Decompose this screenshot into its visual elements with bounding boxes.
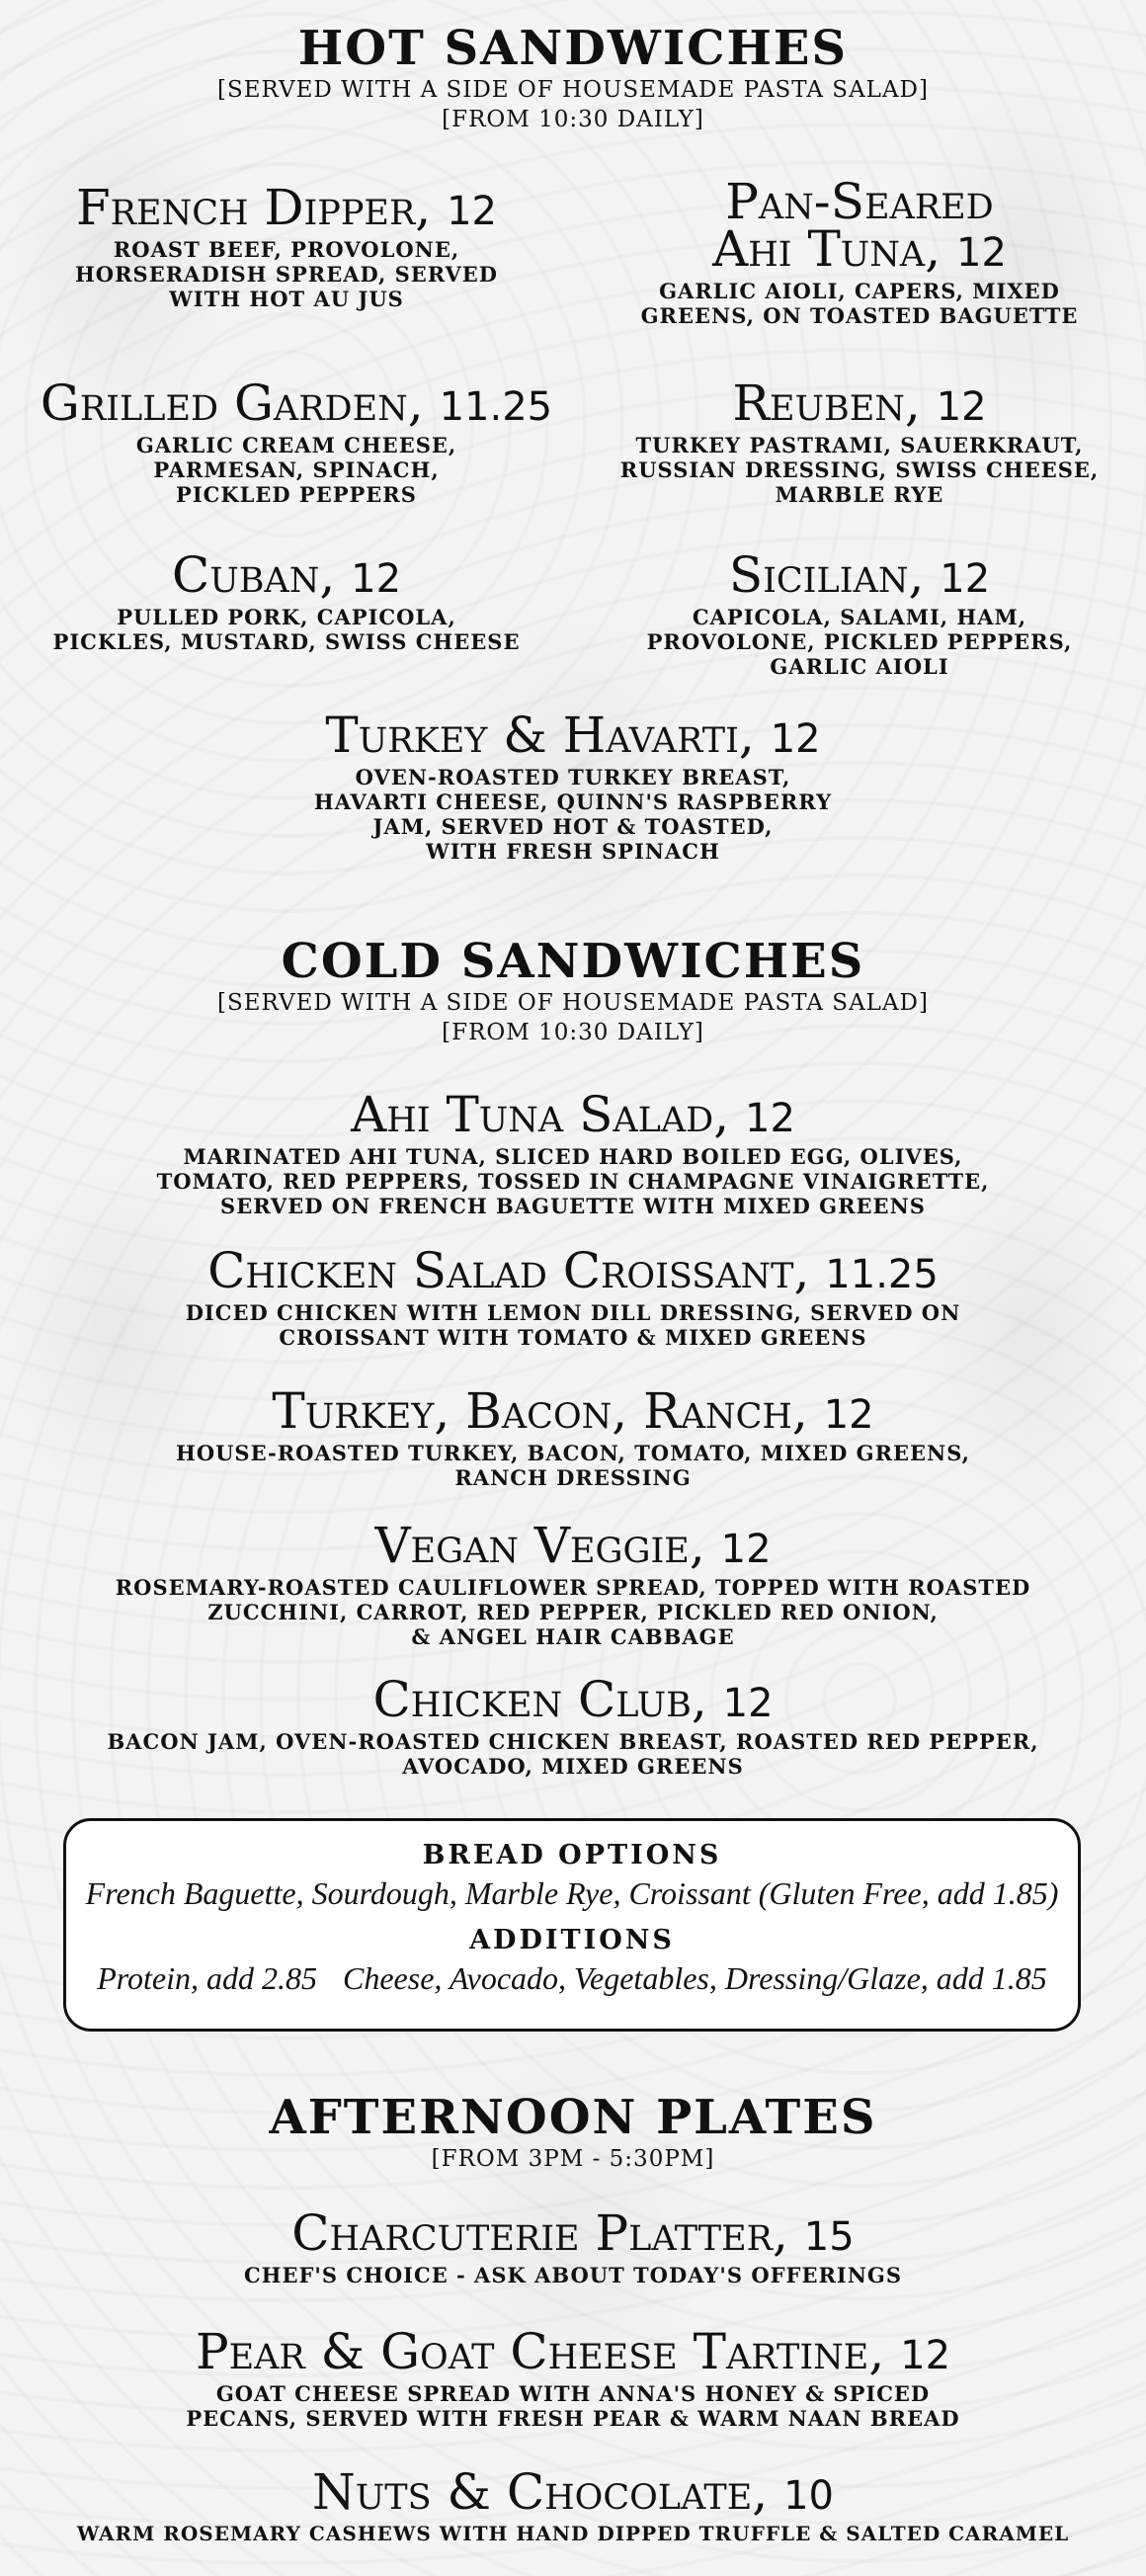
item-desc: SERVED ON FRENCH BAGUETTE WITH MIXED GREENS [220, 1194, 926, 1218]
item-desc: WITH HOT AU JUS [169, 287, 404, 311]
item-name: Nuts & Chocolate, 10 [311, 2463, 834, 2521]
section-note: [SERVED WITH A SIDE OF HOUSEMADE PASTA SALAD] [217, 990, 929, 1016]
item-desc: PROVOLONE, PICKLED PEPPERS, [646, 629, 1073, 654]
item-desc: CHEF'S CHOICE - ASK ABOUT TODAY'S OFFERINGS [243, 2263, 903, 2287]
item-desc: GREENS, ON TOASTED BAGUETTE [640, 303, 1079, 328]
menu-item-pear-goat-cheese-tartine [0, 2323, 1146, 2431]
menu-item-sicilian [593, 546, 1126, 679]
menu-item-french-dipper [20, 179, 553, 311]
additions-text [66, 1957, 1078, 1999]
item-name: French Dipper, 12 [75, 179, 498, 236]
item-name: Reuben, 12 [732, 374, 987, 432]
item-desc: PECANS, SERVED WITH FRESH PEAR & WARM NAAN BREAD [186, 2406, 960, 2431]
item-name: Sicilian, 12 [728, 546, 991, 604]
item-name: Chicken Club, 12 [372, 1671, 774, 1728]
item-desc: CAPICOLA, SALAMI, HAM, [692, 605, 1027, 629]
item-price: 12 [720, 1527, 772, 1572]
item-name: Cuban, 12 [171, 546, 402, 604]
menu-item-vegan-veggie [0, 1517, 1146, 1649]
item-desc: BACON JAM, OVEN-ROASTED CHICKEN BREAST, ROASTED RED PEPPER, [107, 1729, 1039, 1754]
item-desc: GOAT CHEESE SPREAD WITH ANNA'S HONEY & SPICED [215, 2381, 931, 2406]
section-note: [FROM 10:30 DAILY] [442, 1020, 704, 1045]
item-desc: GARLIC AIOLI [770, 654, 949, 679]
menu-item-chicken-club [0, 1671, 1146, 1779]
item-price: 12 [722, 1681, 774, 1726]
section-note: [FROM 10:30 DAILY] [442, 107, 704, 132]
item-desc: PICKLED PEPPERS [176, 482, 417, 507]
item-desc: OVEN-ROASTED TURKEY BREAST, [355, 765, 791, 789]
section-title: HOT SANDWICHES [297, 21, 849, 76]
item-name: Pear & Goat Cheese Tartine, 12 [195, 2323, 951, 2380]
menu-item-charcuterie-platter [0, 2204, 1146, 2287]
item-price: 10 [783, 2473, 834, 2519]
item-price: 12 [936, 384, 987, 430]
item-name: Turkey, Bacon, Ranch, 12 [272, 1382, 874, 1440]
menu-item-nuts-chocolate [0, 2463, 1146, 2546]
item-desc: WITH FRESH SPINACH [426, 839, 720, 864]
menu-item-cuban [20, 546, 553, 654]
item-desc: ZUCCHINI, CARROT, RED PEPPER, PICKLED RED ONION, [207, 1600, 939, 1624]
item-desc: DICED CHICKEN WITH LEMON DILL DRESSING, SERVED ON [185, 1300, 961, 1325]
item-name: Ahi Tuna Salad, 12 [351, 1086, 795, 1143]
menu-item-chicken-salad-croissant [0, 1242, 1146, 1350]
item-name: Ahi Tuna, 12 [712, 220, 1007, 278]
menu-item-turkey-havarti [198, 706, 948, 864]
item-price: 12 [351, 556, 402, 602]
item-desc: WARM ROSEMARY CASHEWS WITH HAND DIPPED TRUFFLE & SALTED CARAMEL [76, 2522, 1070, 2545]
item-desc: PICKLES, MUSTARD, SWISS CHEESE [52, 629, 521, 654]
item-price: 11.25 [825, 1252, 939, 1297]
menu-item-reuben [593, 374, 1126, 507]
item-price: 12 [956, 230, 1007, 276]
item-desc: & ANGEL HAIR CABBAGE [411, 1624, 735, 1649]
item-desc: HAVARTI CHEESE, QUINN'S RASPBERRY [313, 789, 833, 814]
menu-item-ahi-tuna-salad [0, 1086, 1146, 1218]
item-desc: ROSEMARY-ROASTED CAULIFLOWER SPREAD, TOPPED WITH ROASTED [115, 1575, 1031, 1600]
item-price: 12 [823, 1392, 874, 1438]
menu-item-grilled-garden [10, 374, 583, 507]
item-desc: RUSSIAN DRESSING, SWISS CHEESE, [619, 457, 1100, 482]
afternoon-plates-header [0, 2091, 1146, 2174]
item-desc: GARLIC CREAM CHEESE, [135, 433, 457, 457]
item-name: Pan-Seared [725, 173, 994, 230]
item-desc: TURKEY PASTRAMI, SAUERKRAUT, [635, 433, 1084, 457]
item-desc: HORSERADISH SPREAD, SERVED [74, 262, 499, 287]
section-note: [SERVED WITH A SIDE OF HOUSEMADE PASTA SALAD] [217, 77, 929, 103]
item-price: 15 [803, 2214, 855, 2260]
item-desc: RANCH DRESSING [454, 1465, 692, 1490]
bread-options-title: BREAD OPTIONS [422, 1840, 722, 1870]
item-desc: PULLED PORK, CAPICOLA, [117, 605, 456, 629]
menu-item-turkey-bacon-ranch [0, 1382, 1146, 1490]
item-name: Chicken Salad Croissant, 11.25 [207, 1242, 939, 1299]
bread-options-box [63, 1818, 1081, 2032]
section-note: [FROM 3PM - 5:30PM] [431, 2146, 715, 2172]
additions-extras: Cheese, Avocado, Vegetables, Dressing/Glaze, add 1.85 [343, 1960, 1047, 1996]
menu-item-ahi-tuna [593, 173, 1126, 328]
hot-sandwiches-header [0, 22, 1146, 134]
item-desc: CROISSANT WITH TOMATO & MIXED GREENS [279, 1325, 867, 1350]
cold-sandwiches-header [0, 935, 1146, 1047]
item-name: Vegan Veggie, 12 [374, 1517, 772, 1574]
item-desc: PARMESAN, SPINACH, [153, 457, 440, 482]
section-title: COLD SANDWICHES [281, 934, 865, 989]
item-desc: MARBLE RYE [775, 482, 944, 507]
item-desc: MARINATED AHI TUNA, SLICED HARD BOILED EGG, OLIVES, [183, 1144, 963, 1169]
item-desc: ROAST BEEF, PROVOLONE, [113, 237, 460, 262]
bread-options-text: French Baguette, Sourdough, Marble Rye, Croissant (Gluten Free, add 1.85) [85, 1875, 1059, 1911]
item-desc: JAM, SERVED HOT & TOASTED, [372, 814, 774, 839]
item-desc: TOMATO, RED PEPPERS, TOSSED IN CHAMPAGNE VINAIGRETTE, [156, 1169, 990, 1194]
item-price: 12 [940, 556, 991, 602]
item-price: 11.25 [439, 384, 553, 430]
item-price: 12 [900, 2333, 951, 2378]
item-desc: HOUSE-ROASTED TURKEY, BACON, TOMATO, MIXED GREENS, [175, 1441, 970, 1465]
section-title: AFTERNOON PLATES [269, 2090, 877, 2145]
item-name: Charcuterie Platter, 15 [291, 2204, 855, 2262]
item-desc: AVOCADO, MIXED GREENS [402, 1754, 744, 1779]
item-price: 12 [745, 1096, 795, 1141]
item-price: 12 [447, 189, 498, 234]
additions-protein: Protein, add 2.85 [97, 1960, 317, 1996]
item-desc: GARLIC AIOLI, CAPERS, MIXED [659, 279, 1060, 303]
additions-title: ADDITIONS [469, 1925, 675, 1955]
item-name: Grilled Garden, 11.25 [40, 374, 553, 432]
item-name: Turkey & Havarti, 12 [325, 706, 821, 764]
item-price: 12 [770, 716, 821, 762]
